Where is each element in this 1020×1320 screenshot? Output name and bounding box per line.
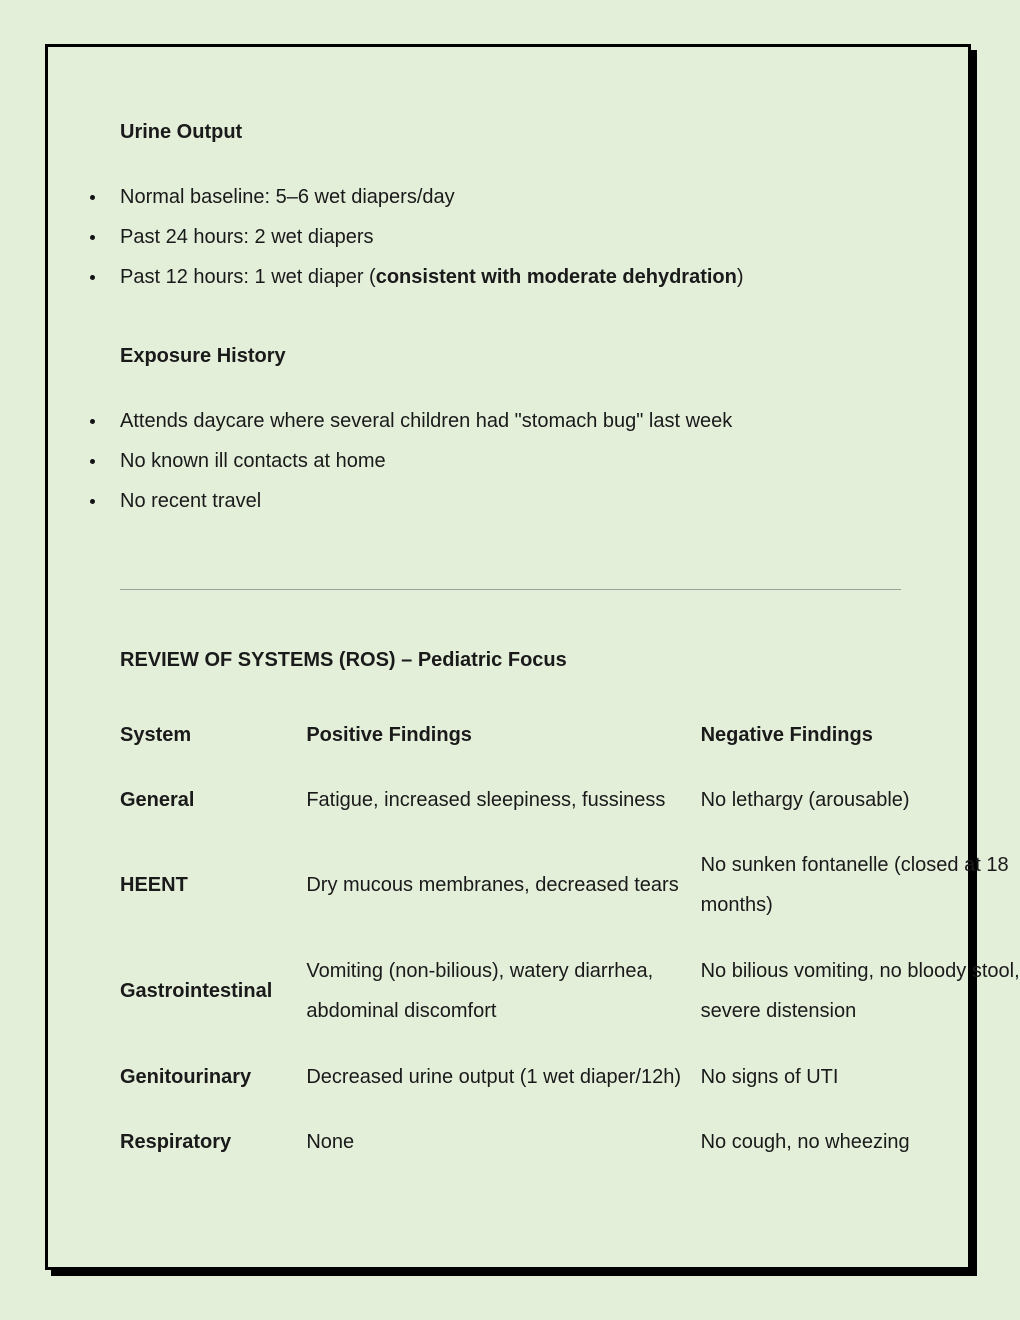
positive-cell: Fatigue, increased sleepiness, fussiness (306, 788, 666, 811)
positive-cell: None (306, 1130, 355, 1153)
list-item-emphasis: consistent with moderate dehydration (375, 266, 737, 288)
list-item (120, 217, 744, 257)
table-header-row (120, 702, 1020, 767)
urine-output-list (120, 177, 744, 297)
bullet-icon (90, 499, 95, 504)
table-row (120, 1109, 1020, 1174)
table-row (120, 832, 1020, 938)
list-item-text: Attends daycare where several children had "stomach bug" last week (120, 410, 733, 432)
bullet-icon (90, 195, 95, 200)
exposure-history-list (120, 401, 732, 521)
ros-table (120, 702, 1020, 1174)
list-item (120, 257, 744, 297)
urine-output-heading: Urine Output (120, 121, 243, 143)
list-item-text: No known ill contacts at home (120, 450, 386, 472)
negative-cell: No lethargy (arousable) (700, 788, 910, 811)
section-divider (120, 589, 901, 590)
list-item-text: No recent travel (120, 490, 262, 512)
system-cell: HEENT (120, 874, 188, 896)
negative-cell: No sunken fontanelle (closed at 18 months) (700, 854, 1009, 916)
column-header-positive: Positive Findings (306, 723, 472, 746)
column-header-system: System (120, 723, 192, 746)
table-row (120, 938, 1020, 1044)
list-item (120, 481, 732, 521)
positive-cell: Dry mucous membranes, decreased tears (306, 874, 679, 896)
list-item (120, 177, 744, 217)
list-item (120, 441, 732, 481)
bullet-icon (90, 235, 95, 240)
list-item-suffix: ) (736, 266, 744, 288)
exposure-history-heading: Exposure History (120, 345, 286, 367)
list-item-text: Normal baseline: 5–6 wet diapers/day (120, 186, 455, 208)
system-cell: Genitourinary (120, 1065, 252, 1088)
system-cell: Respiratory (120, 1130, 232, 1153)
bullet-icon (90, 419, 95, 424)
positive-cell: Decreased urine output (1 wet diaper/12h) (306, 1065, 682, 1088)
table-row (120, 1044, 1020, 1109)
ros-heading: REVIEW OF SYSTEMS (ROS) – Pediatric Focus (120, 649, 567, 671)
list-item (120, 401, 732, 441)
bullet-icon (90, 459, 95, 464)
bullet-icon (90, 275, 95, 280)
negative-cell: No signs of UTI (700, 1065, 839, 1088)
negative-cell: No cough, no wheezing (700, 1130, 910, 1153)
system-cell: General (120, 788, 195, 811)
system-cell: Gastrointestinal (120, 980, 273, 1002)
table-row (120, 767, 1020, 832)
list-item-text: Past 24 hours: 2 wet diapers (120, 226, 374, 248)
positive-cell: Vomiting (non-bilious), watery diarrhea, abdominal discomfort (306, 960, 654, 1022)
column-header-negative: Negative Findings (700, 723, 873, 746)
list-item-text: Past 12 hours: 1 wet diaper ( (120, 266, 376, 288)
negative-cell: No bilious vomiting, no bloody stool, severe distension (700, 960, 1020, 1022)
